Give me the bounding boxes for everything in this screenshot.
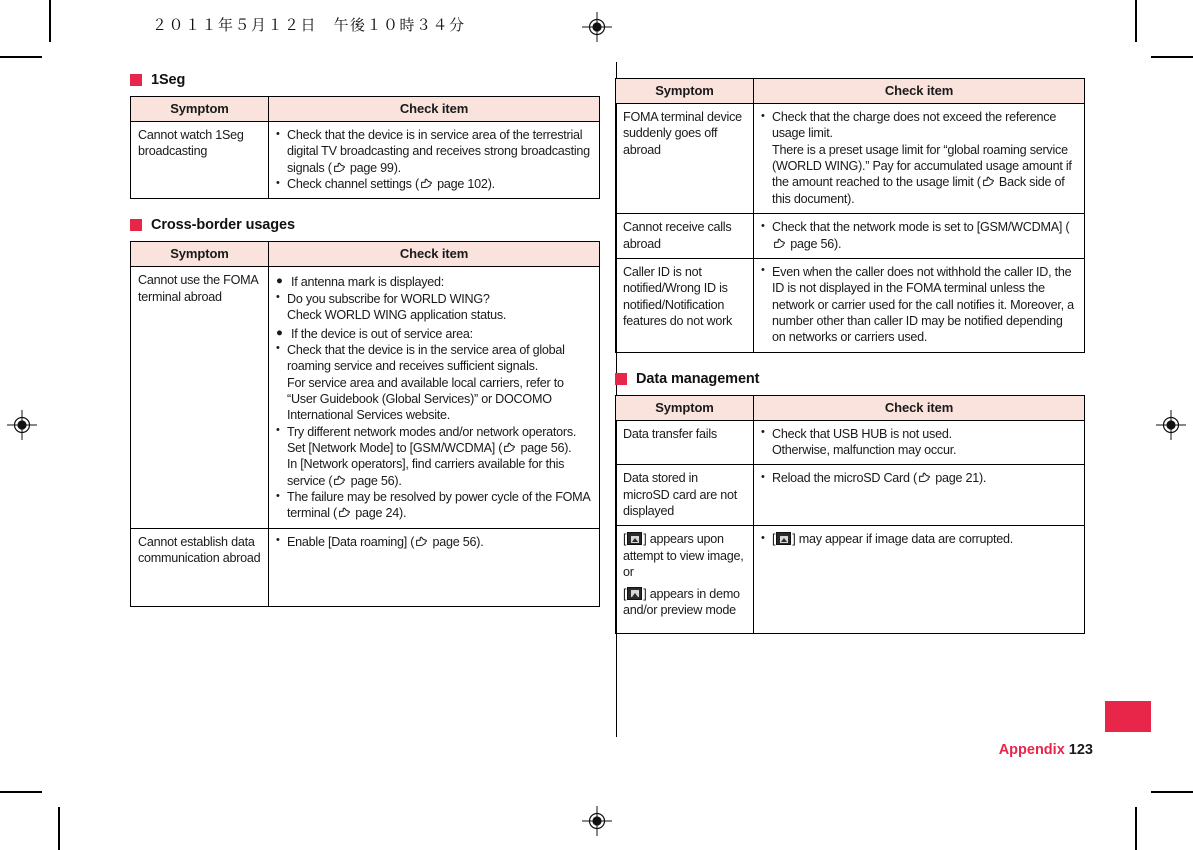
column-header-check-item: Check item <box>269 97 600 122</box>
list-item <box>276 342 593 424</box>
page-reference: Back side of this document <box>772 175 1065 206</box>
symptom-cell: FOMA terminal device suddenly goes off abroad <box>616 104 754 214</box>
symptom-cell: Cannot use the FOMA terminal abroad <box>131 267 269 528</box>
check-item-cell <box>754 214 1085 259</box>
table-row <box>616 258 1085 352</box>
refer-to-icon <box>420 178 433 190</box>
footer-section-label: Appendix <box>998 742 1065 758</box>
list-item <box>276 291 593 324</box>
registration-mark-top <box>582 12 612 42</box>
symptom-bracket-open: [ <box>623 586 627 601</box>
refer-to-icon <box>415 536 428 548</box>
table-1seg <box>130 96 600 199</box>
check-text-tail: ). <box>564 441 572 456</box>
table-row <box>616 420 1085 465</box>
check-bracket-open: [ <box>772 532 776 547</box>
red-square-icon <box>615 373 627 385</box>
column-header-check-item: Check item <box>754 395 1085 420</box>
symptom-cell: Caller ID is not notified/Wrong ID is notified/Notification features do not work <box>616 258 754 352</box>
page-tab-marker <box>1105 701 1151 732</box>
column-header-check-item: Check item <box>754 79 1085 104</box>
table-header-row <box>616 79 1085 104</box>
check-text: Check that the device is in service area of the terrestrial digital TV broadcasting and receives strong broadcasting signals ( <box>287 128 590 175</box>
check-item-cell <box>269 267 600 528</box>
crop-mark-top-left-vertical <box>49 0 51 42</box>
page-reference: page 56 <box>520 441 565 456</box>
refer-to-icon <box>982 176 995 188</box>
refer-to-icon <box>338 507 351 519</box>
list-item <box>276 424 593 489</box>
table-row <box>616 526 1085 634</box>
check-subtext: Otherwise, malfunction may occur. <box>772 443 957 458</box>
page-reference: page 56 <box>350 473 395 488</box>
check-text-tail: ). <box>393 160 401 175</box>
crop-mark-top-right-horizontal <box>1151 56 1193 58</box>
crop-mark-bottom-left-vertical <box>58 807 60 850</box>
print-slug-date: ２０１１年５月１２日 午後１０時３４分 <box>152 18 466 34</box>
section-title: 1Seg <box>151 72 186 88</box>
table-row <box>616 465 1085 526</box>
broken-image-icon <box>776 532 791 545</box>
section-heading-cross-border <box>130 217 604 233</box>
check-item-cell <box>754 104 1085 214</box>
red-square-icon <box>130 219 142 231</box>
check-text: Do you subscribe for WORLD WING? <box>287 291 490 306</box>
symptom-text: ] appears in demo and/or preview mode <box>623 586 740 617</box>
check-item-cell <box>754 258 1085 352</box>
refer-to-icon <box>503 442 516 454</box>
left-column <box>130 72 604 625</box>
list-item <box>761 109 1078 207</box>
check-text: Enable [Data roaming] ( <box>287 534 415 549</box>
broken-image-icon <box>627 587 642 600</box>
check-subtext-pre: In [Network operators], find carriers available for this service ( <box>287 457 565 488</box>
table-header-row <box>131 97 600 122</box>
section-title: Data management <box>636 370 760 387</box>
check-text: ] may appear if image data are corrupted. <box>792 532 1014 547</box>
check-text: Check that the charge does not exceed the reference usage limit. <box>772 110 1057 141</box>
table-row <box>131 267 600 528</box>
section-heading-data-management <box>615 371 1089 387</box>
check-item-cell <box>754 526 1085 634</box>
check-item-cell <box>754 465 1085 526</box>
check-text: Try different network modes and/or network operators. <box>287 424 577 439</box>
crop-mark-top-left-horizontal <box>0 56 42 58</box>
check-subtext: Check WORLD WING application status. <box>287 308 507 323</box>
column-header-symptom: Symptom <box>131 97 269 122</box>
check-text-tail: ). <box>847 191 855 206</box>
table-header-row <box>131 242 600 267</box>
symptom-cell <box>616 526 754 634</box>
red-square-icon <box>130 74 142 86</box>
symptom-cell: Cannot establish data communication abroad <box>131 528 269 606</box>
table-row <box>131 122 600 199</box>
check-text-tail: ). <box>978 471 987 486</box>
table-header-row <box>616 395 1085 420</box>
footer-page-number: 123 <box>1068 742 1093 758</box>
table-cross-border-usages-continued <box>615 78 1085 353</box>
check-text: Check that the network mode is set to [GSM/WCDMA] ( <box>772 220 1070 235</box>
check-item-cell <box>269 528 600 606</box>
check-item-cell <box>269 122 600 199</box>
list-item <box>276 489 593 522</box>
check-text: Check channel settings ( <box>287 177 419 192</box>
registration-mark-left <box>7 410 37 440</box>
section-title: Cross-border usages <box>151 217 295 234</box>
check-text: Reload the microSD Card ( <box>772 471 917 486</box>
refer-to-icon <box>918 472 931 484</box>
list-item <box>276 326 593 342</box>
registration-mark-bottom <box>582 806 612 836</box>
table-row <box>616 214 1085 259</box>
check-text: Check that the device is in the service area of global roaming service and receives sufficient signals. <box>287 342 565 374</box>
list-item <box>276 534 593 550</box>
check-subtext-pre: Set [Network Mode] to [GSM/WCDMA] ( <box>287 441 503 456</box>
check-text-tail: ). <box>487 177 495 192</box>
refer-to-icon <box>333 475 346 487</box>
column-header-symptom: Symptom <box>131 242 269 267</box>
registration-mark-right <box>1156 410 1186 440</box>
check-subtext <box>772 142 1078 207</box>
list-item <box>276 127 593 176</box>
check-text: The failure may be resolved by power cycle of the FOMA terminal ( <box>287 490 590 521</box>
symptom-cell: Data transfer fails <box>616 420 754 465</box>
symptom-cell: Cannot receive calls abroad <box>616 214 754 259</box>
symptom-text: ] appears upon attempt to view image, or <box>623 532 744 580</box>
table-row <box>616 104 1085 214</box>
symptom-bracket-open: [ <box>623 532 627 547</box>
check-subtext: For service area and available local carriers, refer to “User Guidebook (Global Services)” or DOCOMO International Services website. <box>287 375 564 423</box>
list-item <box>761 426 1078 459</box>
refer-to-icon <box>333 162 346 174</box>
check-text: If the device is out of service area: <box>291 326 473 341</box>
table-data-management <box>615 395 1085 635</box>
check-text: Even when the caller does not withhold the caller ID, the ID is not displayed in the FOMA terminal unless the network or carrier used for the call notifies it. Moreover, a number other than caller ID may be notified depending on networks or carriers used. <box>772 264 1074 345</box>
page-reference: page 24 <box>355 506 400 521</box>
check-text-tail: ). <box>834 236 842 251</box>
check-text-tail: ). <box>476 534 484 549</box>
page-reference: page 99 <box>349 160 394 175</box>
refer-to-icon <box>773 238 786 250</box>
check-text-tail: ). <box>394 473 402 488</box>
section-heading-1seg <box>130 72 604 88</box>
list-item <box>276 176 593 192</box>
crop-mark-bottom-right-horizontal <box>1151 791 1193 793</box>
list-item <box>761 264 1078 346</box>
right-column <box>615 78 1089 652</box>
table-cross-border-usages <box>130 241 600 606</box>
check-subtext <box>287 440 593 456</box>
list-item <box>761 470 1078 486</box>
symptom-cell: Cannot watch 1Seg broadcasting <box>131 122 269 199</box>
check-text-tail: ). <box>399 506 407 521</box>
column-header-check-item: Check item <box>269 242 600 267</box>
check-item-cell <box>754 420 1085 465</box>
check-text: Check that USB HUB is not used. <box>772 426 952 441</box>
page-reference: page 56 <box>432 534 477 549</box>
list-item <box>761 219 1078 252</box>
crop-mark-bottom-left-horizontal <box>0 791 42 793</box>
symptom-cell: Data stored in microSD card are not displayed <box>616 465 754 526</box>
check-text: If antenna mark is displayed: <box>291 275 445 290</box>
column-header-symptom: Symptom <box>616 79 754 104</box>
list-item <box>276 274 593 290</box>
column-header-symptom: Symptom <box>616 395 754 420</box>
page-reference: page 56 <box>790 236 835 251</box>
broken-image-icon <box>627 532 642 545</box>
page-reference: page 21 <box>935 471 979 486</box>
list-item <box>761 531 1078 547</box>
check-subtext-pre: There is a preset usage limit for “global roaming service (WORLD WING).” Pay for accumulated usage amount if the amount reached to the usage limit ( <box>772 142 1072 190</box>
crop-mark-top-right-vertical <box>1135 0 1137 42</box>
page-reference: page 102 <box>437 177 488 192</box>
crop-mark-bottom-right-vertical <box>1135 807 1137 850</box>
table-row <box>131 528 600 606</box>
check-subtext <box>287 456 593 489</box>
page-footer <box>999 742 1093 758</box>
